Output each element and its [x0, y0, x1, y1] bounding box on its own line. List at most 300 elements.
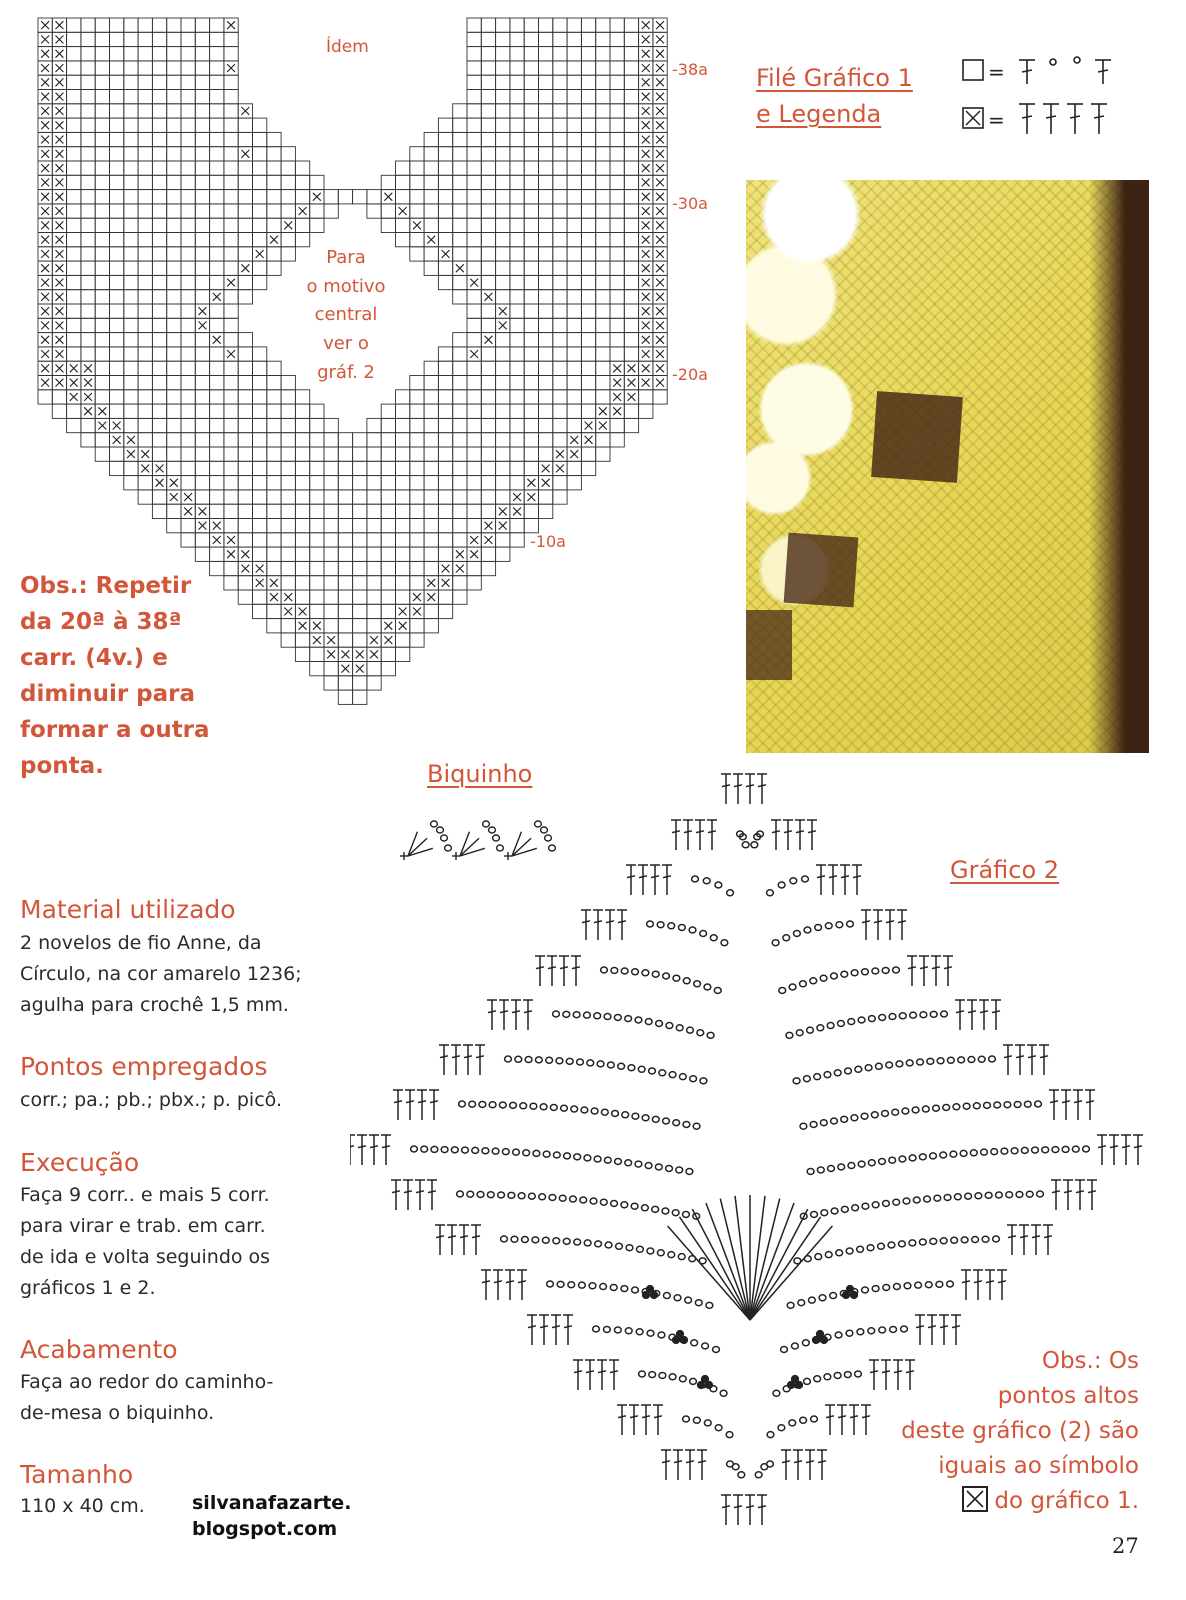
treble-stitch [653, 1405, 663, 1435]
chain-stitch [879, 1014, 886, 1020]
chain-stitch [639, 1371, 646, 1377]
grid-cell [138, 476, 152, 490]
grid-cell [624, 318, 638, 332]
grid-cell [496, 75, 510, 89]
grid-cell [95, 390, 109, 404]
chain-stitch [882, 967, 889, 973]
grid-cell [453, 290, 467, 304]
grid-cell [281, 519, 295, 533]
grid-cell [539, 433, 553, 447]
grid-cell [424, 204, 438, 218]
grid-cell [210, 304, 224, 318]
chain-stitch [1035, 1101, 1042, 1107]
grid-cell [438, 190, 452, 204]
grid-cell [381, 418, 395, 432]
grid-cell [152, 376, 166, 390]
chain-stitch [594, 1156, 601, 1162]
chain-stitch [940, 1238, 947, 1244]
grid-cell [396, 533, 410, 547]
grid-cell [310, 662, 324, 676]
chain-stitch [742, 842, 749, 848]
chain-stitch [578, 1282, 585, 1288]
grid-cell [353, 461, 367, 475]
grid-cell [496, 347, 510, 361]
grid-cell [381, 433, 395, 447]
grid-cell [510, 461, 524, 475]
acabamento-line-2: de-mesa o biquinho. [20, 1402, 215, 1424]
acabamento-text [20, 1367, 273, 1429]
grid-cell [410, 433, 424, 447]
grid-cell [438, 361, 452, 375]
grid-cell [410, 376, 424, 390]
grid-cell [267, 619, 281, 633]
treble-stitch [1003, 1045, 1013, 1075]
grid-cell [596, 175, 610, 189]
grid-cell [367, 476, 381, 490]
grid-cell [539, 32, 553, 46]
chain-stitch [645, 1019, 652, 1025]
grid-cell [453, 161, 467, 175]
chain-stitch [676, 1025, 683, 1031]
chain-stitch [535, 1057, 542, 1063]
treble-stitch [721, 774, 731, 804]
grid-cell [453, 504, 467, 518]
chain-stitch [411, 1146, 418, 1152]
grid-cell [581, 318, 595, 332]
treble-stitch [707, 820, 717, 850]
treble-stitch [350, 1135, 355, 1165]
grid-cell [524, 376, 538, 390]
grid-cell [596, 61, 610, 75]
chain-stitch [991, 1149, 998, 1155]
grid-cell [67, 218, 81, 232]
grid-cell [596, 447, 610, 461]
grid-cell [124, 90, 138, 104]
obs-right-line-4: iguais ao símbolo [938, 1453, 1139, 1479]
grid-cell [95, 90, 109, 104]
grid-cell [539, 190, 553, 204]
chain-stitch [513, 1149, 520, 1155]
chain-stitch [649, 1068, 656, 1074]
grid-cell [152, 175, 166, 189]
grid-cell [338, 490, 352, 504]
grid-cell [396, 547, 410, 561]
grid-cell [195, 175, 209, 189]
grid-cell [424, 261, 438, 275]
grid-cell [181, 32, 195, 46]
chain-stitch [727, 890, 734, 896]
grid-cell [467, 504, 481, 518]
grid-cell [481, 490, 495, 504]
grid-cell [438, 504, 452, 518]
chain-stitch [848, 1163, 855, 1169]
treble-stitch [973, 1270, 983, 1300]
grid-cell [324, 418, 338, 432]
chain-stitch [1004, 1102, 1011, 1108]
grid-cell [396, 519, 410, 533]
grid-cell [338, 676, 352, 690]
tamanho-title: Tamanho [20, 1460, 134, 1489]
grid-cell [453, 447, 467, 461]
grid-cell [438, 261, 452, 275]
grid-cell [396, 447, 410, 461]
chain-stitch [1011, 1148, 1018, 1154]
grid-cell [195, 261, 209, 275]
chain-stitch [767, 1432, 774, 1438]
grid-cell [267, 476, 281, 490]
treble-stitch [391, 1180, 401, 1210]
grid-cell [95, 304, 109, 318]
grid-cell [281, 233, 295, 247]
chain-stitch [937, 1058, 944, 1064]
chain-stitch [851, 970, 858, 976]
chain-stitch [778, 1425, 785, 1431]
grid-cell [596, 118, 610, 132]
grid-cell [524, 175, 538, 189]
grid-cell [510, 18, 524, 32]
grid-cell [467, 361, 481, 375]
grid-cell [310, 547, 324, 561]
chain-stitch [792, 1343, 799, 1349]
grid-cell [195, 404, 209, 418]
chain-stitch [815, 924, 822, 930]
chain-stitch [896, 1061, 903, 1067]
grid-cell [396, 647, 410, 661]
x-square-icon [962, 1486, 988, 1512]
grid-cell [124, 47, 138, 61]
grid-cell [210, 361, 224, 375]
grid-cell [253, 433, 267, 447]
crochet-table-runner-photo [746, 180, 1149, 753]
grid-cell [410, 533, 424, 547]
chain-stitch [605, 1242, 612, 1248]
treble-stitch [661, 1450, 671, 1480]
grid-cell [510, 47, 524, 61]
grid-cell [496, 90, 510, 104]
chain-stitch [807, 1027, 814, 1033]
grid-cell [67, 190, 81, 204]
grid-cell [95, 132, 109, 146]
chain-stitch [803, 1076, 810, 1082]
grid-cell [510, 404, 524, 418]
grid-cell [224, 576, 238, 590]
grid-cell [396, 476, 410, 490]
grid-cell [238, 247, 252, 261]
photo-pineapple-motif-2 [784, 533, 859, 608]
grid-cell [610, 18, 624, 32]
chain-stitch [796, 1030, 803, 1036]
chain-stitch [834, 1070, 841, 1076]
chain-stitch [704, 984, 711, 990]
chain-stitch [909, 1155, 916, 1161]
grid-cell [253, 404, 267, 418]
grid-cell [195, 333, 209, 347]
chain-stitch [1006, 1192, 1013, 1198]
grid-cell [553, 218, 567, 232]
grid-cell [410, 633, 424, 647]
grid-cell [353, 533, 367, 547]
grid-cell [567, 104, 581, 118]
grid-cell [596, 347, 610, 361]
chain-stitch [584, 1155, 591, 1161]
grid-cell [610, 47, 624, 61]
chain-stitch [779, 987, 786, 993]
treble-stitch [1121, 1135, 1131, 1165]
grid-cell [481, 504, 495, 518]
chain-stitch [589, 1283, 596, 1289]
grid-cell [81, 47, 95, 61]
grid-cell [567, 361, 581, 375]
chain-stitch [871, 1112, 878, 1118]
grid-cell [438, 404, 452, 418]
grid-cell [438, 347, 452, 361]
chain-stitch [547, 1281, 554, 1287]
grid-cell [624, 32, 638, 46]
grid-cell [438, 118, 452, 132]
chain-stitch [906, 1060, 913, 1066]
grid-cell [553, 61, 567, 75]
blog-line-2: blogspot.com [192, 1518, 338, 1540]
grid-cell [510, 347, 524, 361]
treble-stitch [1109, 1135, 1119, 1165]
grid-cell [195, 233, 209, 247]
chain-stitch [523, 1150, 530, 1156]
chain-stitch [883, 1200, 890, 1206]
chain-stitch [917, 1059, 924, 1065]
grid-cell [524, 447, 538, 461]
treble-stitch [885, 910, 895, 940]
chain-stitch [597, 1061, 604, 1067]
grid-cell [539, 147, 553, 161]
treble-stitch [793, 1450, 803, 1480]
treble-stitch [527, 1315, 537, 1345]
chain-stitch [789, 1420, 796, 1426]
grid-cell [181, 47, 195, 61]
photo-pineapple-motif-1 [871, 391, 963, 483]
grid-cell [152, 433, 166, 447]
grid-cell [195, 204, 209, 218]
filled-block-stitch-icon [1019, 104, 1107, 134]
grid-cell [410, 447, 424, 461]
grid-cell [310, 433, 324, 447]
grid-cell [253, 147, 267, 161]
chain-stitch [893, 1284, 900, 1290]
grid-cell [253, 233, 267, 247]
grid-cell [453, 476, 467, 490]
treble-stitch [487, 1000, 497, 1030]
chain-stitch [694, 981, 701, 987]
chain-stitch [883, 1284, 890, 1290]
grid-cell [124, 418, 138, 432]
grid-cell [138, 290, 152, 304]
chain-stitch [1026, 1191, 1033, 1197]
center-motif-note [306, 247, 385, 383]
grid-cell [553, 361, 567, 375]
grid-cell [481, 90, 495, 104]
grid-cell [224, 175, 238, 189]
grid-cell [138, 190, 152, 204]
grid-cell [81, 190, 95, 204]
treble-stitch [1133, 1135, 1143, 1165]
treble-stitch [593, 910, 603, 940]
grid-cell [310, 533, 324, 547]
grid-cell [138, 347, 152, 361]
grid-cell [210, 347, 224, 361]
chain-stitch [845, 1068, 852, 1074]
grid-cell [167, 47, 181, 61]
grid-cell [596, 304, 610, 318]
grid-cell [496, 118, 510, 132]
picot-cluster [677, 1331, 684, 1338]
chain-stitch [615, 1158, 622, 1164]
center-note-line-3: central [314, 304, 378, 325]
grid-cell [138, 104, 152, 118]
grid-cell [81, 18, 95, 32]
grid-cell [67, 304, 81, 318]
grid-cell [567, 175, 581, 189]
grid-cell [138, 418, 152, 432]
grid-cell [310, 447, 324, 461]
chain-stitch [510, 1102, 517, 1108]
chain-stitch [925, 1282, 932, 1288]
grid-cell [338, 576, 352, 590]
grid-cell [281, 433, 295, 447]
chain-stitch [632, 969, 639, 975]
grid-cell [195, 147, 209, 161]
grid-cell [224, 519, 238, 533]
grid-cell [438, 161, 452, 175]
treble-stitch [757, 1495, 767, 1525]
grid-cell [567, 218, 581, 232]
grid-cell [267, 361, 281, 375]
chain-stitch [625, 1160, 632, 1166]
grid-cell [52, 404, 66, 418]
grid-cell [467, 519, 481, 533]
grid-cell [567, 161, 581, 175]
grid-cell [181, 376, 195, 390]
chain-stitch [622, 1112, 629, 1118]
grid-cell [410, 461, 424, 475]
grid-cell [496, 547, 510, 561]
grid-cell [138, 233, 152, 247]
grid-cell [424, 504, 438, 518]
chain-stitch [693, 1417, 700, 1423]
grid-cell [510, 261, 524, 275]
chain-stitch [767, 890, 774, 896]
chain-stitch [540, 1104, 547, 1110]
grid-cell [295, 218, 309, 232]
chain-stitch [1001, 1148, 1008, 1154]
grid-cell [195, 476, 209, 490]
grid-cell [110, 75, 124, 89]
grid-cell [596, 75, 610, 89]
grid-cell [353, 561, 367, 575]
chain-stitch [783, 935, 790, 941]
grid-cell [224, 218, 238, 232]
chain-stitch [666, 1165, 673, 1171]
grid-cell [110, 204, 124, 218]
treble-stitch [861, 1405, 871, 1435]
grid-cell [510, 376, 524, 390]
chain-stitch [669, 1072, 676, 1078]
grid-cell [410, 190, 424, 204]
chain-stitch [815, 1254, 822, 1260]
grid-cell [110, 290, 124, 304]
grid-cell [181, 290, 195, 304]
grid-cell [624, 132, 638, 146]
grid-cell [95, 18, 109, 32]
grid-cell [396, 576, 410, 590]
treble-stitch [403, 1180, 413, 1210]
treble-stitch [573, 1360, 583, 1390]
grid-cell [567, 461, 581, 475]
grid-cell [124, 118, 138, 132]
grid-cell [610, 233, 624, 247]
treble-stitch [475, 1045, 485, 1075]
chain-stitch [772, 940, 779, 946]
grid-cell [110, 118, 124, 132]
grid-cell [396, 633, 410, 647]
grid-cell [181, 18, 195, 32]
grid-cell [553, 318, 567, 332]
grid-cell [467, 476, 481, 490]
grid-cell [324, 433, 338, 447]
chain-stitch [827, 1023, 834, 1029]
idem-label: Ídem [326, 37, 369, 57]
grid-cell [281, 247, 295, 261]
chain-stitch [989, 1056, 996, 1062]
grid-cell [581, 404, 595, 418]
grid-cell [524, 147, 538, 161]
grid-cell [110, 32, 124, 46]
grid-cell [453, 104, 467, 118]
grid-cell [110, 233, 124, 247]
chain-stitch [652, 971, 659, 977]
chain-stitch [472, 1147, 479, 1153]
chain-stitch [515, 1056, 522, 1062]
grid-cell [110, 104, 124, 118]
chain-stitch [915, 1282, 922, 1288]
treble-stitch [609, 1360, 619, 1390]
grid-cell [167, 233, 181, 247]
grid-cell [567, 318, 581, 332]
grid-cell [481, 247, 495, 261]
grid-cell [353, 190, 367, 204]
chain-stitch [1016, 1191, 1023, 1197]
grid-cell [224, 461, 238, 475]
grid-cell [610, 275, 624, 289]
grid-cell [539, 404, 553, 418]
execucao-line-1: Faça 9 corr.. e mais 5 corr. [20, 1184, 270, 1206]
grid-cell [310, 561, 324, 575]
grid-cell [424, 390, 438, 404]
grid-cell [295, 447, 309, 461]
grid-cell [467, 418, 481, 432]
grid-cell [110, 390, 124, 404]
grid-cell [524, 333, 538, 347]
grid-cell [396, 404, 410, 418]
grid-cell [567, 47, 581, 61]
grid-cell [539, 333, 553, 347]
grid-cell [295, 533, 309, 547]
grid-cell [295, 433, 309, 447]
grid-cell [467, 61, 481, 75]
chain-stitch [996, 1192, 1003, 1198]
chain-stitch [878, 1243, 885, 1249]
grid-cell [67, 318, 81, 332]
grid-cell [195, 47, 209, 61]
chain-stitch [566, 1058, 573, 1064]
